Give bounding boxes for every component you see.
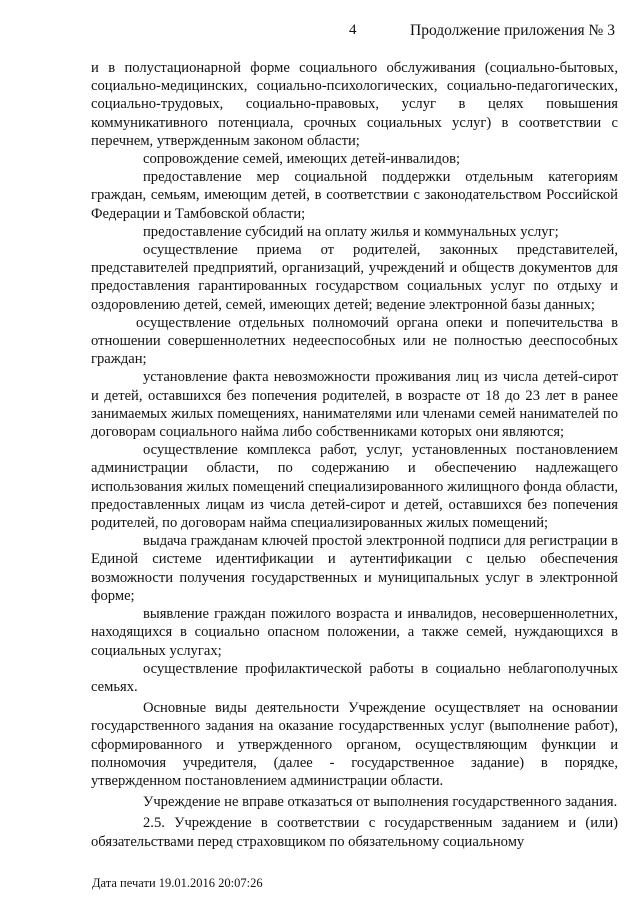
paragraph: выдача гражданам ключей простой электронной подписи для регистрации в Единой системе идентификации и аутентификации с целью обеспечения возможности получения государственных и муниципальных услуг в электронной форме; [91, 533, 618, 604]
paragraph: Основные виды деятельности Учреждение осуществляет на основании государственного задания на оказание государственных услуг (выполнение работ), сформированного и утвержденного органом, осуществляющим функции и полномочия учредителя, (далее - государственное задание) в порядке, утвержденном постановлением администрации области. [91, 700, 618, 789]
paragraph: предоставление субсидий на оплату жилья и коммунальных услуг; [143, 223, 559, 240]
paragraph: предоставление мер социальной поддержки отдельным категориям граждан, семьям, имеющим детей, в соответствии с законодательством Российской Федерации и Тамбовской области; [91, 169, 618, 222]
paragraph: осуществление комплекса работ, услуг, установленных постановлением администрации области, по содержанию и обеспечению надлежащего использования жилых помещений специализированного жилищного фонда области, предоставленных лицам из числа детей-сирот и детей, оставшихся без попечения родителей, по договорам найма специализированных жилых помещений; [91, 442, 618, 532]
paragraph: Учреждение не вправе отказаться от выполнения государственного задания. [143, 794, 618, 811]
paragraph: установление факта невозможности проживания лиц из числа детей-сирот и детей, оставшихся без попечения родителей, в возрасте от 18 до 23 лет в ранее занимаемых жилых помещениях, нанимателями или членами семей нанимателей по договорам социального найма либо собственниками которых они являются; [91, 369, 618, 441]
paragraph: сопровождение семей, имеющих детей-инвалидов; [143, 151, 461, 168]
document-body [91, 59, 618, 851]
paragraph: 2.5. Учреждение в соответствии с государственным заданием и (или) обязательствами перед страховщиком по обязательному социальному [91, 815, 618, 850]
paragraph: осуществление профилактической работы в социально неблагополучных семьях. [91, 660, 618, 695]
paragraph: и в полустационарной форме социального обслуживания (социально-бытовых, социально-медицинских, социально-психологических, социально-педагогических, социально-трудовых, социально-правовых, услуг в целях повышения коммуникативного потенциала, срочных социальных услуг) в соответствии с перечнем, утвержденным законом области; [91, 60, 618, 149]
appendix-continuation-label: Продолжение приложения № 3 [410, 22, 615, 39]
paragraph: выявление граждан пожилого возраста и инвалидов, несовершеннолетних, находящихся в социально опасном положении, а также семей, нуждающихся в социальных услугах; [91, 606, 618, 659]
page-number: 4 [349, 22, 357, 38]
paragraph: осуществление приема от родителей, законных представителей, представителей предприятий, организаций, учреждений и обществ документов для предоставления гарантированных государством социальных услуг по отдыху и оздоровлению детей, семей, имеющих детей; ведение электронной базы данных; [91, 242, 618, 313]
print-date: Дата печати 19.01.2016 20:07:26 [92, 876, 263, 890]
paragraph: осуществление отдельных полномочий органа опеки и попечительства в отношении совершеннолетних недееспособных или не полностью дееспособных граждан; [91, 314, 618, 368]
